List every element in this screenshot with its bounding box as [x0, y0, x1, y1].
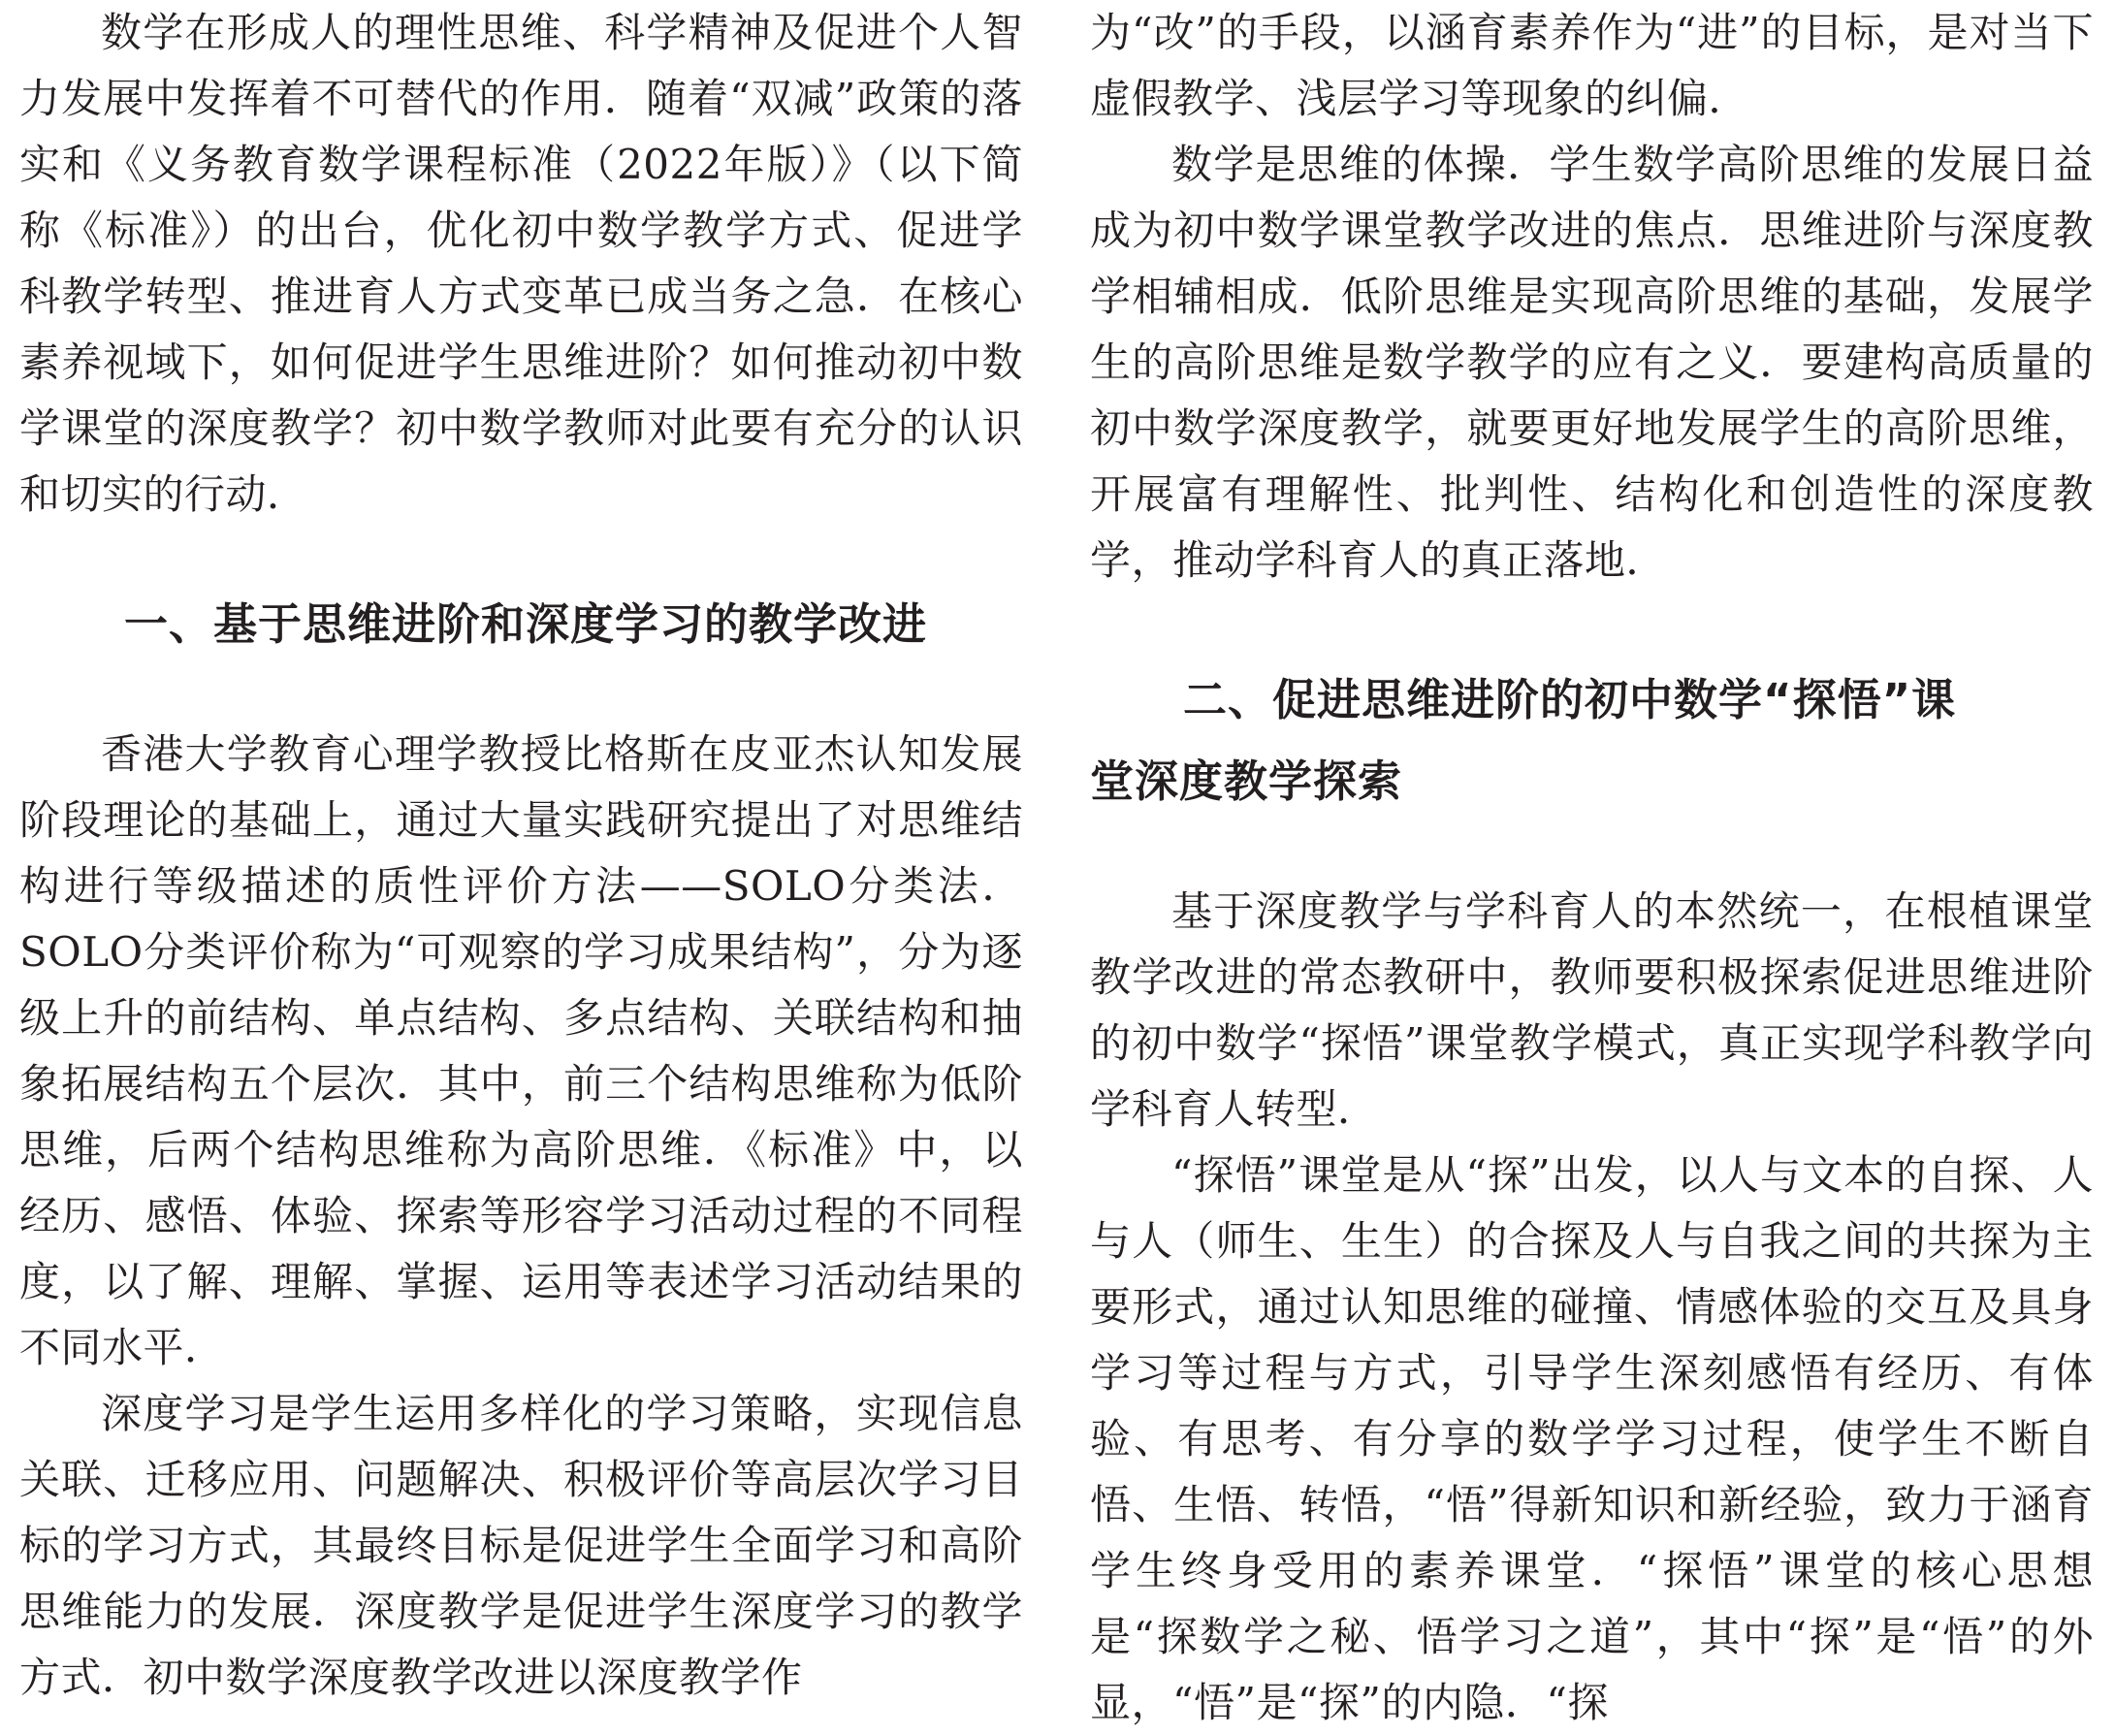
continued-paragraph: 为“改”的手段，以涵育素养作为“进”的目标，是对当下虚假教学、浅层学习等现象的纠偏． — [1090, 9, 2094, 122]
section-2-heading — [1090, 659, 2094, 822]
section-2-heading-line-1: 二、促进思维进阶的初中数学“探悟”课 — [1183, 674, 1957, 725]
right-column — [1090, 0, 2094, 1736]
section-1-paragraph-2: 深度学习是学生运用多样化的学习策略，实现信息关联、迁移应用、问题解决、积极评价等高层次学习目标的学习方式，其最终目标是促进学生全面学习和高阶思维能力的发展．深度教学是促进学生深度学习的教学方式．初中数学深度教学改进以深度教学作 — [19, 1390, 1023, 1701]
section-2-paragraph-1: 基于深度教学与学科育人的本然统一，在根植课堂教学改进的常态教研中，教师要积极探索促进思维进阶的初中数学“探悟”课堂教学模式，真正实现学科教学向学科育人转型． — [1090, 887, 2094, 1133]
section-2-heading-line-2: 堂深度教学探索 — [1090, 755, 1403, 807]
section-1-heading: 一、基于思维进阶和深度学习的教学改进 — [124, 598, 928, 650]
section-1-paragraph-1: 香港大学教育心理学教授比格斯在皮亚杰认知发展阶段理论的基础上，通过大量实践研究提出了对思维结构进行等级描述的质性评价方法——SOLO分类法．SOLO分类评价称为“可观察的学习成果结构”，分为逐级上升的前结构、单点结构、多点结构、关联结构和抽象拓展结构五个层次．其中，前三个结构思维称为低阶思维，后两个结构思维称为高阶思维．《标准》中，以经历、感悟、体验、探索等形容学习活动过程的不同程度，以了解、理解、掌握、运用等表述学习活动结果的不同水平． — [19, 730, 1023, 1371]
section-2-paragraph-2: “探悟”课堂是从“探”出发，以人与文本的自探、人与人（师生、生生）的合探及人与自我之间的共探为主要形式，通过认知思维的碰撞、情感体验的交互及具身学习等过程与方式，引导学生深刻感悟有经历、有体验、有思考、有分享的数学学习过程，使学生不断自悟、生悟、转悟，“悟”得新知识和新经验，致力于涵育学生终身受用的素养课堂．“探悟”课堂的核心思想是“探数学之秘、悟学习之道”，其中“探”是“悟”的外显，“悟”是“探”的内隐．“探 — [1090, 1151, 2094, 1726]
paragraph-thinking-gymnastics: 数学是思维的体操．学生数学高阶思维的发展日益成为初中数学课堂教学改进的焦点．思维进阶与深度教学相辅相成．低阶思维是实现高阶思维的基础，发展学生的高阶思维是数学教学的应有之义．要建构高质量的初中数学深度教学，就要更好地发展学生的高阶思维，开展富有理解性、批判性、结构化和创造性的深度教学，推动学科育人的真正落地． — [1090, 141, 2094, 584]
intro-paragraph: 数学在形成人的理性思维、科学精神及促进个人智力发展中发挥着不可替代的作用．随着“双减”政策的落实和《义务教育数学课程标准（2022年版）》（以下简称《标准》）的出台，优化初中数学教学方式、促进学科教学转型、推进育人方式变革已成当务之急．在核心素养视域下，如何促进学生思维进阶？如何推动初中数学课堂的深度教学？初中数学教师对此要有充分的认识和切实的行动． — [19, 9, 1023, 518]
left-column — [19, 0, 1023, 1711]
